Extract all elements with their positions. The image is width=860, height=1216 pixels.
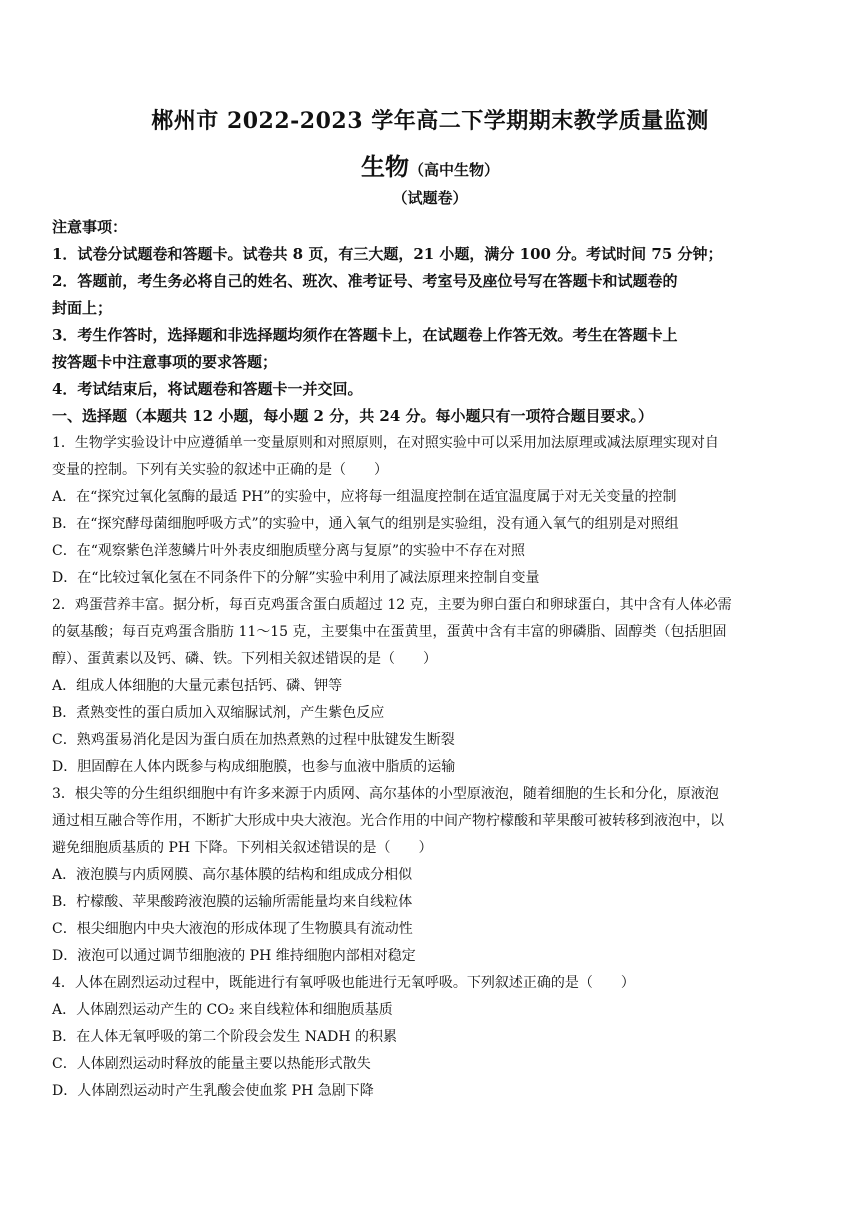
- option-b: B．在人体无氧呼吸的第二个阶段会发生 NADH 的积累: [52, 1029, 397, 1045]
- question-stem: 的氨基酸；每百克鸡蛋含脂肪 11～15 克，主要集中在蛋黄里，蛋黄中含有丰富的卵磷脂、固醇类（包括胆固: [52, 624, 727, 640]
- question-2: [52, 592, 812, 781]
- question-stem: 避免细胞质基质的 PH 下降。下列相关叙述错误的是（ ）: [52, 840, 433, 856]
- question-stem: 3．根尖等的分生组织细胞中有许多来源于内质网、高尔基体的小型原液泡，随着细胞的生长和分化，原液泡: [52, 786, 719, 802]
- option-d: D．胆固醇在人体内既参与构成细胞膜，也参与血液中脂质的运输: [52, 759, 456, 775]
- question-stem: 4．人体在剧烈运动过程中，既能进行有氧呼吸也能进行无氧呼吸。下列叙述正确的是（ ）: [52, 975, 635, 991]
- option-b: B．煮熟变性的蛋白质加入双缩脲试剂，产生紫色反应: [52, 705, 385, 721]
- option-c: C．根尖细胞内中央大液泡的形成体现了生物膜具有流动性: [52, 921, 413, 937]
- question-stem: 2．鸡蛋营养丰富。据分析，每百克鸡蛋含蛋白质超过 12 克，主要为卵白蛋白和卵球蛋白，其中含有人体必需: [52, 597, 732, 613]
- notice-line: 4．考试结束后，将试题卷和答题卡一并交回。: [52, 380, 363, 398]
- subject-note: （高中生物）: [408, 161, 499, 179]
- question-3: [52, 781, 812, 970]
- notice-line: 按答题卡中注意事项的要求答题；: [52, 353, 278, 371]
- option-d: D．在“比较过氧化氢在不同条件下的分解”实验中利用了减法原理来控制自变量: [52, 570, 540, 586]
- section-heading: 一、选择题（本题共 12 小题，每小题 2 分，共 24 分。每小题只有一项符合题目要求。）: [52, 407, 654, 425]
- paper-type: （试题卷）: [392, 189, 468, 207]
- option-b: B．在“探究酵母菌细胞呼吸方式”的实验中，通入氧气的组别是实验组，没有通入氧气的组别是对照组: [52, 516, 679, 532]
- option-a: A．人体剧烈运动产生的 CO₂ 来自线粒体和细胞质基质: [52, 1002, 393, 1018]
- question-1: [52, 430, 812, 592]
- notice-line: 3．考生作答时，选择题和非选择题均须作在答题卡上，在试题卷上作答无效。考生在答题卡上: [52, 326, 678, 344]
- question-4: [52, 970, 812, 1105]
- option-c: C．在“观察紫色洋葱鳞片叶外表皮细胞质壁分离与复原”的实验中不存在对照: [52, 543, 526, 559]
- option-a: A．在“探究过氧化氢酶的最适 PH”的实验中，应将每一组温度控制在适宜温度属于对无关变量的控制: [52, 489, 677, 505]
- exam-title: 郴州市 2022-2023 学年高二下学期期末教学质量监测: [151, 108, 709, 134]
- question-stem: 醇）、蛋黄素以及钙、磷、铁。下列相关叙述错误的是（ ）: [52, 651, 437, 667]
- subject-heading: [0, 147, 860, 182]
- option-c: C．人体剧烈运动时释放的能量主要以热能形式散失: [52, 1056, 371, 1072]
- option-d: D．人体剧烈运动时产生乳酸会使血浆 PH 急剧下降: [52, 1083, 374, 1099]
- notice-heading: 注意事项：: [52, 218, 128, 236]
- notice-line: 1．试卷分试题卷和答题卡。试卷共 8 页，有三大题，21 小题，满分 100 分。考试时间 75 分钟；: [52, 245, 723, 263]
- option-b: B．柠檬酸、苹果酸跨液泡膜的运输所需能量均来自线粒体: [52, 894, 413, 910]
- option-a: A．液泡膜与内质网膜、高尔基体膜的结构和组成成分相似: [52, 867, 413, 883]
- option-c: C．熟鸡蛋易消化是因为蛋白质在加热煮熟的过程中肽键发生断裂: [52, 732, 455, 748]
- subject-name: 生物: [360, 152, 409, 181]
- option-d: D．液泡可以通过调节细胞液的 PH 维持细胞内部相对稳定: [52, 948, 416, 964]
- notice-line: 封面上；: [52, 299, 113, 317]
- question-stem: 1．生物学实验设计中应遵循单一变量原则和对照原则，在对照实验中可以采用加法原理或减法原理实现对自: [52, 435, 719, 451]
- notice-line: 2．答题前，考生务必将自己的姓名、班次、准考证号、考室号及座位号写在答题卡和试题卷的: [52, 272, 678, 290]
- question-stem: 通过相互融合等作用，不断扩大形成中央大液泡。光合作用的中间产物柠檬酸和苹果酸可被转移到液泡中，以: [52, 813, 724, 829]
- question-stem: 变量的控制。下列有关实验的叙述中正确的是（ ）: [52, 462, 388, 478]
- exam-content: [52, 214, 812, 1105]
- option-a: A．组成人体细胞的大量元素包括钙、磷、钾等: [52, 678, 343, 694]
